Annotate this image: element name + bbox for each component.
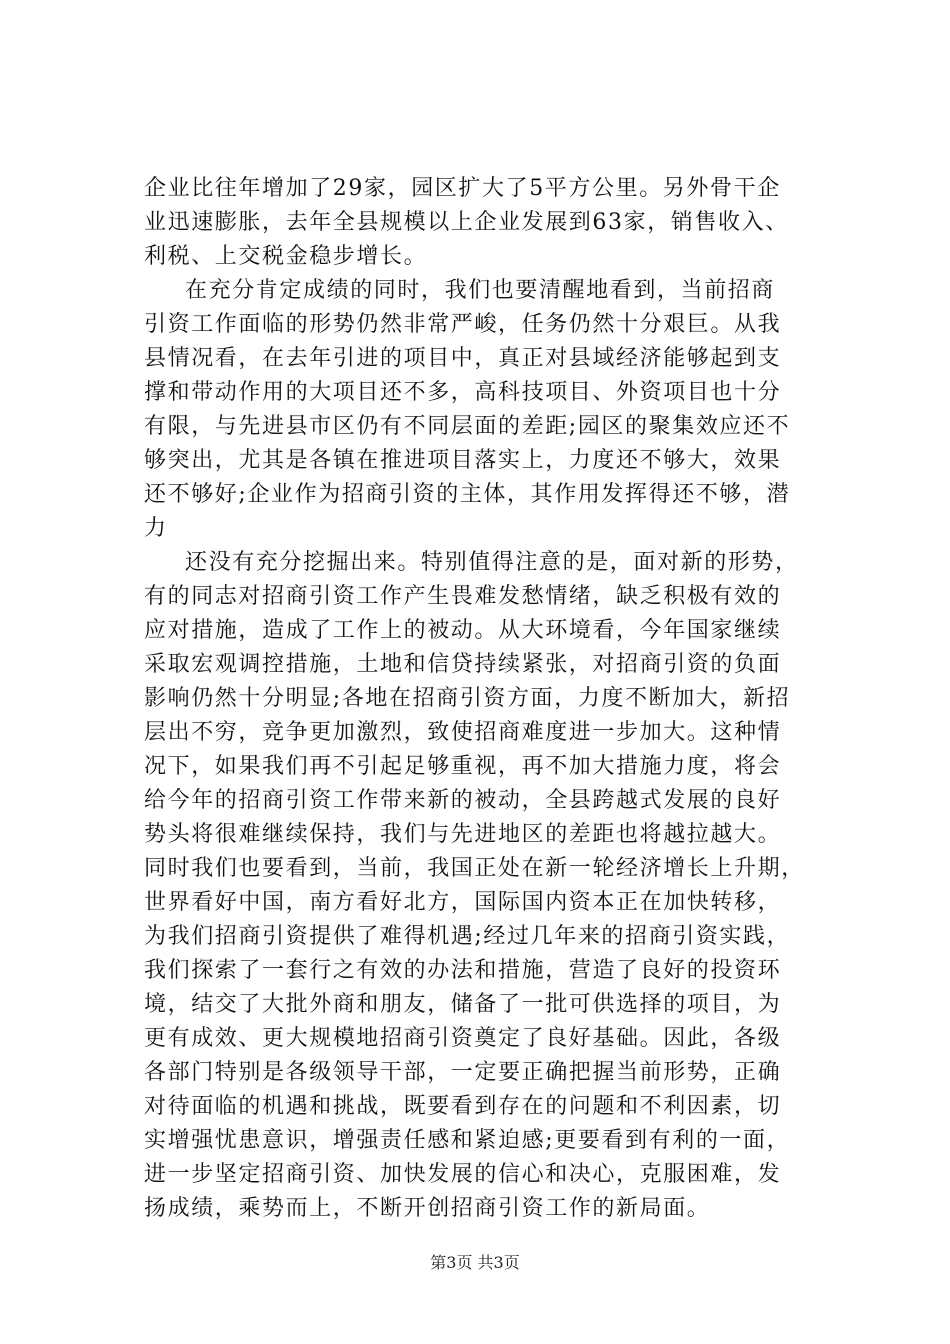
text-line: 业迅速膨胀，去年全县规模以上企业发展到63家，销售收入、 (144, 210, 789, 235)
text-line: 势头将很难继续保持，我们与先进地区的差距也将越拉越大。 (144, 822, 782, 847)
text-line: 同时我们也要看到，当前，我国正处在新一轮经济增长上升期， (144, 856, 805, 881)
text-line: 扬成绩，乘势而上，不断开创招商引资工作的新局面。 (144, 1196, 711, 1221)
text-line: 撑和带动作用的大项目还不多，高科技项目、外资项目也十分 (144, 380, 782, 405)
text-line: 采取宏观调控措施，土地和信贷持续紧张，对招商引资的负面 (144, 652, 782, 677)
text-line: 对待面临的机遇和挑战，既要看到存在的问题和不利因素，切 (144, 1094, 782, 1119)
text-line: 各部门特别是各级领导干部，一定要正确把握当前形势，正确 (144, 1060, 782, 1085)
text-line: 境，结交了大批外商和朋友，储备了一批可供选择的项目，为 (144, 992, 782, 1017)
text-line: 进一步坚定招商引资、加快发展的信心和决心，克服困难，发 (144, 1162, 782, 1187)
text-line: 引资工作面临的形势仍然非常严峻，任务仍然十分艰巨。从我 (144, 312, 782, 337)
text-line: 给今年的招商引资工作带来新的被动，全县跨越式发展的良好 (144, 788, 782, 813)
text-line: 层出不穷，竞争更加激烈，致使招商难度进一步加大。这种情 (144, 720, 782, 745)
paragraph-start-line: 在充分肯定成绩的同时，我们也要清醒地看到，当前招商 (185, 278, 776, 303)
text-line: 影响仍然十分明显;各地在招商引资方面，力度不断加大，新招 (144, 686, 791, 711)
text-line: 应对措施，造成了工作上的被动。从大环境看，今年国家继续 (144, 618, 782, 643)
text-line: 够突出，尤其是各镇在推进项目落实上，力度还不够大，效果 (144, 448, 782, 473)
text-line: 利税、上交税金稳步增长。 (144, 244, 428, 269)
text-line: 还不够好;企业作为招商引资的主体，其作用发挥得还不够，潜 (144, 482, 791, 507)
text-line: 我们探索了一套行之有效的办法和措施，营造了良好的投资环 (144, 958, 782, 983)
text-line: 力 (144, 516, 168, 541)
text-line: 世界看好中国，南方看好北方，国际国内资本正在加快转移， (144, 890, 782, 915)
text-line: 为我们招商引资提供了难得机遇;经过几年来的招商引资实践， (144, 924, 791, 949)
paragraph-start-line: 还没有充分挖掘出来。特别值得注意的是，面对新的形势， (185, 550, 799, 575)
text-line: 况下，如果我们再不引起足够重视，再不加大措施力度，将会 (144, 754, 782, 779)
text-line: 更有成效、更大规模地招商引资奠定了良好基础。因此，各级 (144, 1026, 782, 1051)
page-number-footer: 第3页 共3页 (430, 1253, 520, 1272)
text-line: 县情况看，在去年引进的项目中，真正对县域经济能够起到支 (144, 346, 782, 371)
text-line: 企业比往年增加了29家，园区扩大了5平方公里。另外骨干企 (144, 176, 781, 201)
text-line: 有的同志对招商引资工作产生畏难发愁情绪，缺乏积极有效的 (144, 584, 782, 609)
text-line: 有限，与先进县市区仍有不同层面的差距;园区的聚集效应还不 (144, 414, 791, 439)
text-line: 实增强忧患意识，增强责任感和紧迫感;更要看到有利的一面， (144, 1128, 791, 1153)
